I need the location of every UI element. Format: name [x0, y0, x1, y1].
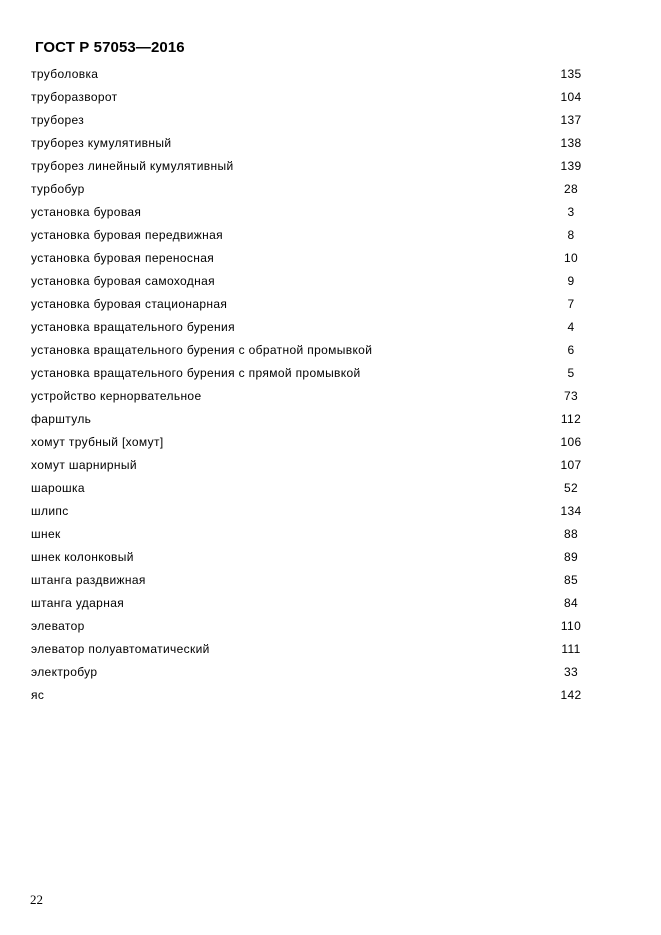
index-page-number: 84 [563, 596, 579, 610]
index-term: шнек колонковый [31, 550, 134, 564]
index-term: устройство кернорвательное [31, 389, 202, 403]
index-page-number: 142 [560, 688, 582, 702]
index-page-number: 8 [567, 228, 575, 242]
index-term: установка вращательного бурения с прямой промывкой [31, 366, 361, 380]
index-page-number: 139 [560, 159, 582, 173]
index-entry [31, 409, 591, 432]
index-entry [31, 156, 591, 179]
index-entry [31, 455, 591, 478]
index-entry [31, 501, 591, 524]
index-term: элеватор [31, 619, 85, 633]
index-term: штанга ударная [31, 596, 125, 610]
index-page-number: 9 [567, 274, 575, 288]
index-page-number: 89 [563, 550, 579, 564]
index-page-number: 73 [563, 389, 579, 403]
index-page-number: 5 [567, 366, 575, 380]
index-term: шлипс [31, 504, 69, 518]
index-page-number: 110 [560, 619, 582, 633]
page-number: 22 [30, 892, 43, 907]
index-term: установка вращательного бурения [31, 320, 235, 334]
standard-designation: ГОСТ Р 57053—2016 [35, 39, 185, 56]
index-page-number: 10 [563, 251, 579, 265]
index-entry [31, 570, 591, 593]
index-entry [31, 524, 591, 547]
index-entry [31, 340, 591, 363]
index-entry [31, 662, 591, 685]
index-entry [31, 271, 591, 294]
index-term: хомут шарнирный [31, 458, 137, 472]
index-page-number: 7 [567, 297, 575, 311]
index-page-number: 4 [567, 320, 575, 334]
index-entry [31, 87, 591, 110]
alphabetical-index-list [31, 64, 591, 708]
index-entry [31, 685, 591, 708]
index-page-number: 85 [563, 573, 579, 587]
index-page-number: 134 [560, 504, 582, 518]
index-term: элеватор полуавтоматический [31, 642, 210, 656]
index-term: шнек [31, 527, 61, 541]
index-term: шарошка [31, 481, 85, 495]
index-page-number: 88 [563, 527, 579, 541]
index-page-number: 33 [563, 665, 579, 679]
index-entry [31, 547, 591, 570]
index-term: штанга раздвижная [31, 573, 146, 587]
index-page-number: 135 [560, 67, 582, 81]
index-term: установка буровая стационарная [31, 297, 228, 311]
index-entry [31, 294, 591, 317]
index-entry [31, 432, 591, 455]
index-page-number: 112 [560, 412, 582, 426]
index-entry [31, 110, 591, 133]
index-term: яс [31, 688, 45, 702]
index-entry [31, 386, 591, 409]
index-term: фарштуль [31, 412, 92, 426]
index-term: установка буровая [31, 205, 142, 219]
index-term: труборез [31, 113, 85, 127]
index-entry [31, 317, 591, 340]
index-page-number: 137 [560, 113, 582, 127]
index-term: турбобур [31, 182, 85, 196]
index-entry [31, 202, 591, 225]
index-page-number: 6 [567, 343, 575, 357]
index-entry [31, 225, 591, 248]
index-page-number: 111 [561, 642, 581, 656]
index-page-number: 106 [560, 435, 582, 449]
index-entry [31, 616, 591, 639]
index-term: установка вращательного бурения с обратной промывкой [31, 343, 373, 357]
index-page-number: 52 [563, 481, 579, 495]
index-entry [31, 593, 591, 616]
index-term: труборез кумулятивный [31, 136, 172, 150]
index-page-number: 107 [560, 458, 582, 472]
index-term: установка буровая самоходная [31, 274, 216, 288]
index-entry [31, 363, 591, 386]
index-term: хомут трубный [хомут] [31, 435, 164, 449]
index-page-number: 28 [563, 182, 579, 196]
index-page-number: 3 [567, 205, 575, 219]
index-entry [31, 64, 591, 87]
index-term: труборазворот [31, 90, 118, 104]
index-entry [31, 133, 591, 156]
index-page-number: 104 [560, 90, 582, 104]
index-entry [31, 179, 591, 202]
index-term: труболовка [31, 67, 99, 81]
index-term: электробур [31, 665, 98, 679]
index-entry [31, 639, 591, 662]
index-term: труборез линейный кумулятивный [31, 159, 234, 173]
index-entry [31, 478, 591, 501]
index-page-number: 138 [560, 136, 582, 150]
index-entry [31, 248, 591, 271]
index-term: установка буровая передвижная [31, 228, 223, 242]
index-term: установка буровая переносная [31, 251, 215, 265]
